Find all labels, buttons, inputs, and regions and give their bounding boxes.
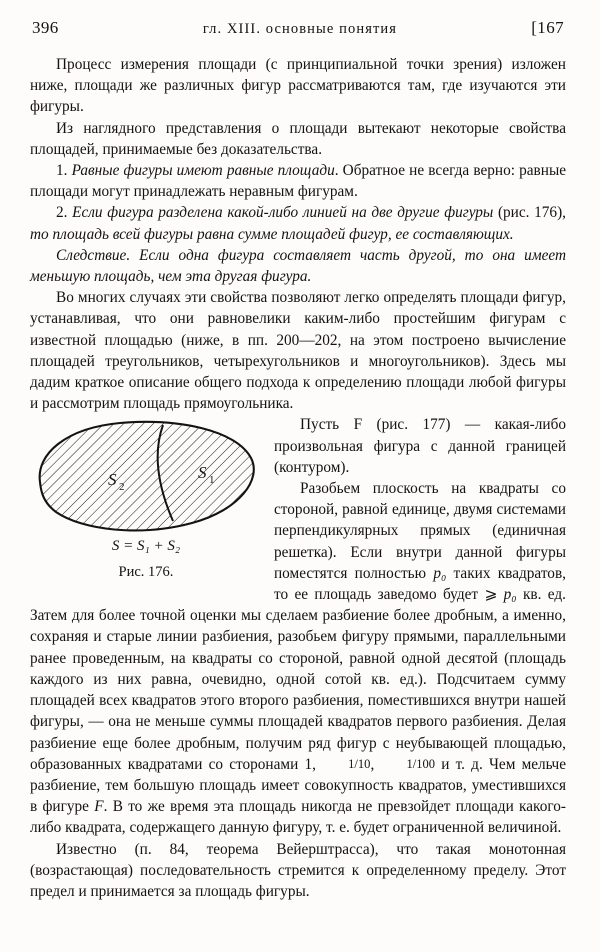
figure-176-caption: Рис. 176.: [118, 563, 174, 580]
property-1-number: 1.: [56, 162, 72, 180]
paragraph-property-2: [30, 202, 566, 244]
paragraph-9: Известно (п. 84, теорема Вейерштрасса), что такая монотонная (возрастающая) последовательность стремится к определенному пределу. Этот предел и принимается за площадь фигуры.: [30, 840, 566, 900]
svg-text:1: 1: [209, 474, 215, 487]
paragraph-corollary: [30, 245, 566, 287]
p8-part-d: ,: [370, 755, 381, 773]
p8-symbol-F: F: [94, 798, 104, 816]
corollary-lead: Следствие.: [56, 246, 140, 264]
p8-symbol-p0-first: p₀: [433, 564, 447, 582]
figure-176-drawing: [32, 416, 260, 534]
page-number-left: 396: [32, 18, 59, 37]
page-body: [30, 54, 566, 902]
p8-part-e: и т. д. Чем мельче разбиение, тем большую площадь имеет совокупность квадратов, уместившихся в фигуре: [30, 755, 566, 816]
p8-fraction-one-hundredth: 1/100: [406, 756, 436, 771]
p8-part-a: Разобьем плоскость на квадраты со стороной, равной единице, двумя системами перпендикулярных прямых (единичная решетка). Если внутри данной фигуры поместятся полностью: [274, 480, 566, 582]
p8-fraction-one-tenth: 1/10: [348, 756, 371, 771]
corollary-statement: Если одна фигура составляет часть другой, то она имеет меньшую площадь, чем эта другая фигура.: [30, 246, 567, 286]
figure-label-s1: S: [198, 463, 207, 483]
property-2-number: 2.: [56, 204, 73, 222]
blob-svg: [32, 416, 260, 534]
figure-176: [30, 416, 262, 582]
property-2-figref: (рис. 176),: [493, 204, 566, 222]
paragraph-property-1: [30, 160, 566, 202]
property-2-statement-a: Если фигура разделена какой-либо линией на две другие фигуры: [72, 204, 494, 222]
running-head: [32, 18, 564, 38]
property-1-remark: . Обратное не всегда верно: равные площади могут принадлежать неравным фигурам.: [30, 162, 567, 201]
paragraph-1: Процесс измерения площади (с принципиальной точки зрения) изложен ниже, площади же различных фигур рассматриваются там, где изучаются эти фигуры.: [30, 56, 566, 116]
p8-part-b: таких квадратов, то ее площадь заведомо будет ⩾: [274, 564, 566, 604]
svg-text:2: 2: [119, 481, 125, 494]
p8-part-f: . В то же время эта площадь никогда не превзойдет площади какого-либо квадрата, содержащего данную фигуру, т. е. будет ограниченной величиной.: [30, 798, 566, 837]
p8-part-c: кв. ед. Затем для более точной оценки мы сделаем разбиение более дробным, а именно, сохраняя и старые линии разбиения, разобьем фигуру прямыми, параллельными ранее проведенным, на квадраты со стороной, равной одной десятой (площадь каждого из них равна, очевидно, одной сотой кв. ед.). Подсчитаем сумму площадей всех квадратов этого второго разбиения, поместившихся внутри нашей фигуры, — она не меньше суммы площадей квадратов первого разбиения. Делая разбиение еще более дробным, получим ряд фигур с неубывающей площадью, образованных квадратами со сторонами 1,: [30, 586, 566, 773]
paragraph-7: Пусть F (рис. 177) — какая-либо произвольная фигура с данной границей (контуром).: [274, 416, 566, 476]
property-2-statement-b: то площадь всей фигуры равна сумме площадей фигур, ее составляющих.: [30, 225, 514, 243]
paragraph-6: Во многих случаях эти свойства позволяют легко определять площади фигур, устанавливая, что они равновелики каким-либо простейшим фигурам с известной площадью (ниже, в пп. 200—202, на этом построено вычисление площадей треугольников, четырехугольников и многоугольников). Здесь мы дадим краткое описание общего подхода к определению площади любой фигуры и рассмотрим площадь прямоугольника.: [30, 289, 566, 413]
page-number-right: [167: [531, 18, 564, 37]
figure-label-s2: S: [108, 470, 117, 490]
property-1-statement: Равные фигуры имеют равные площади: [71, 162, 335, 180]
paragraph-2: Из наглядного представления о площади вытекают некоторые свойства площадей, принимаемые без доказательства.: [30, 119, 566, 158]
p8-symbol-p0-second: p₀: [503, 586, 517, 604]
figure-176-formula: S = S₁ + S₂: [111, 538, 181, 555]
chapter-title: гл. XIII. основные понятия: [202, 21, 398, 37]
